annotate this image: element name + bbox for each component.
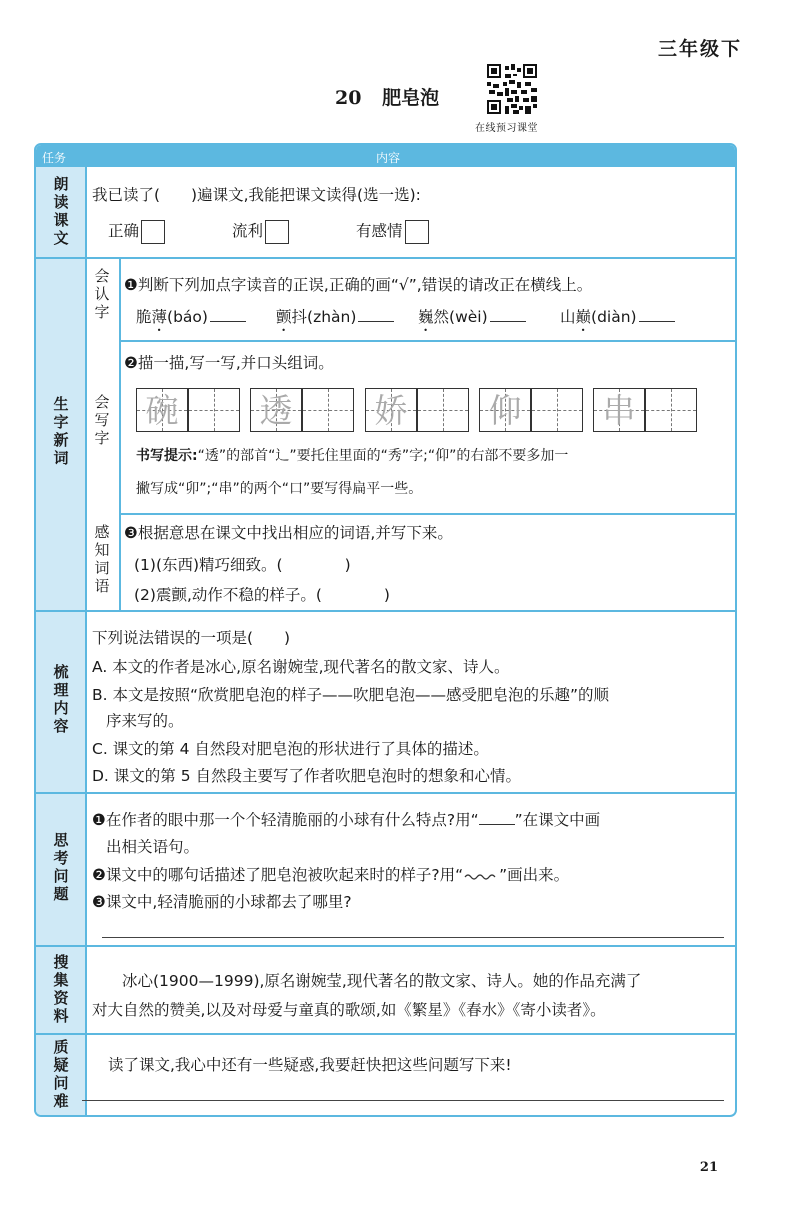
words-prompt: ❸根据意思在课文中找出相应的词语,并写下来。 (124, 524, 453, 542)
answer-blank-3[interactable] (490, 307, 526, 322)
write-prompt: ❷描一描,写一写,并口头组词。 (124, 354, 334, 372)
reading-line: 我已读了( )遍课文,我能把课文读得(选一选): (92, 186, 421, 204)
label-words: 感知词语 (94, 523, 110, 595)
pinyin-item-2: 颤抖(zhàn) (276, 305, 394, 335)
header-task: 任务 (42, 151, 67, 165)
summary-option-b-line1: B. 本文是按照“欣赏肥皂泡的样子——吹肥皂泡——感受肥皂泡的乐趣”的顺 (92, 686, 610, 704)
study-table (34, 143, 737, 1117)
label-write: 会写字 (94, 393, 110, 447)
pinyin-item-3: 巍然(wèi) (418, 305, 526, 335)
summary-option-b-line2: 序来写的。 (106, 712, 184, 730)
answer-blank-2[interactable] (358, 307, 394, 322)
qr-code-icon[interactable] (487, 64, 537, 114)
reading-option-fluent: 流利 (232, 219, 289, 244)
lesson-number: 20 (335, 87, 362, 109)
straight-line-mark (479, 810, 515, 825)
pinyin-item-1: 脆薄(báo) (136, 305, 246, 335)
answer-blank-1[interactable] (210, 307, 246, 322)
materials-line1: 冰心(1900—1999),原名谢婉莹,现代著名的散文家、诗人。她的作品充满了 (122, 972, 642, 990)
questions-line: 读了课文,我心中还有一些疑惑,我要赶快把这些问题写下来! (108, 1056, 512, 1074)
lesson-name: 肥皂泡 (382, 87, 440, 109)
label-reading: 朗读课文 (53, 175, 69, 247)
materials-line2: 对大自然的赞美,以及对母爱与童真的歌颂,如《繁星》《春水》《寄小读者》。 (92, 1001, 606, 1019)
table-header (36, 145, 735, 167)
reading-option-emotion: 有感情 (356, 219, 429, 244)
label-thinking: 思考问题 (53, 831, 69, 903)
summary-option-a: A. 本文的作者是冰心,原名谢婉莹,现代著名的散文家、诗人。 (92, 658, 510, 676)
words-q2: (2)震颤,动作不稳的样子。( ) (134, 586, 390, 604)
checkbox-correct[interactable] (141, 220, 165, 244)
header-content: 内容 (376, 151, 401, 165)
thinking-q1-line2: 出相关语句。 (106, 838, 200, 856)
writing-grid-trace-2[interactable]: 透 (250, 388, 302, 432)
words-q1: (1)(东西)精巧细致。( ) (134, 556, 351, 574)
summary-question: 下列说法错误的一项是( ) (92, 629, 291, 647)
lesson-title (335, 83, 439, 110)
answer-line-questions[interactable] (82, 1100, 724, 1101)
writing-grid-blank-1[interactable] (188, 388, 240, 432)
writing-tip-line1: 书写提示:“透”的部首“辶”要托住里面的“秀”字;“仰”的右部不要多加一 (136, 448, 569, 464)
label-recognize: 会认字 (94, 267, 110, 321)
thinking-q3: ❸课文中,轻清脆丽的小球都去了哪里? (92, 893, 352, 911)
writing-grid-trace-1[interactable]: 碗 (136, 388, 188, 432)
pinyin-item-4: 山巅(diàn) (560, 305, 675, 335)
writing-tip-line2: 撇写成“卯”;“串”的两个“口”要写得扁平一些。 (136, 481, 423, 497)
checkbox-fluent[interactable] (265, 220, 289, 244)
thinking-q2: ❷课文中的哪句话描述了肥皂泡被吹起来时的样子?用“ ”画出来。 (92, 866, 570, 884)
summary-option-d: D. 课文的第 5 自然段主要写了作者吹肥皂泡时的想象和心情。 (92, 767, 522, 785)
label-questions: 质疑问难 (53, 1038, 69, 1110)
qr-caption: 在线预习课堂 (475, 123, 538, 134)
checkbox-emotion[interactable] (405, 220, 429, 244)
page-number: 21 (699, 1160, 718, 1175)
writing-tip-label: 书写提示: (136, 448, 198, 464)
writing-grid-blank-5[interactable] (645, 388, 697, 432)
wavy-line-mark (463, 864, 499, 880)
label-materials: 搜集资料 (53, 953, 69, 1025)
writing-grid-blank-2[interactable] (302, 388, 354, 432)
writing-grid-trace-3[interactable]: 娇 (365, 388, 417, 432)
label-new-chars: 生字新词 (53, 395, 69, 467)
summary-option-c: C. 课文的第 4 自然段对肥皂泡的形状进行了具体的描述。 (92, 740, 489, 758)
label-summary: 梳理内容 (53, 663, 69, 735)
writing-grid-trace-4[interactable]: 仰 (479, 388, 531, 432)
grade-label: 三年级下 (657, 38, 742, 60)
writing-grid-blank-3[interactable] (417, 388, 469, 432)
thinking-q1-line1: ❶在作者的眼中那一个个轻清脆丽的小球有什么特点?用“ ”在课文中画 (92, 811, 601, 829)
writing-grid-trace-5[interactable]: 串 (593, 388, 645, 432)
reading-option-correct: 正确 (108, 219, 165, 244)
recognize-prompt: ❶判断下列加点字读音的正误,正确的画“√”,错误的请改正在横线上。 (124, 276, 593, 294)
answer-blank-4[interactable] (639, 307, 675, 322)
writing-grid-blank-4[interactable] (531, 388, 583, 432)
answer-line-thinking[interactable] (102, 937, 724, 938)
